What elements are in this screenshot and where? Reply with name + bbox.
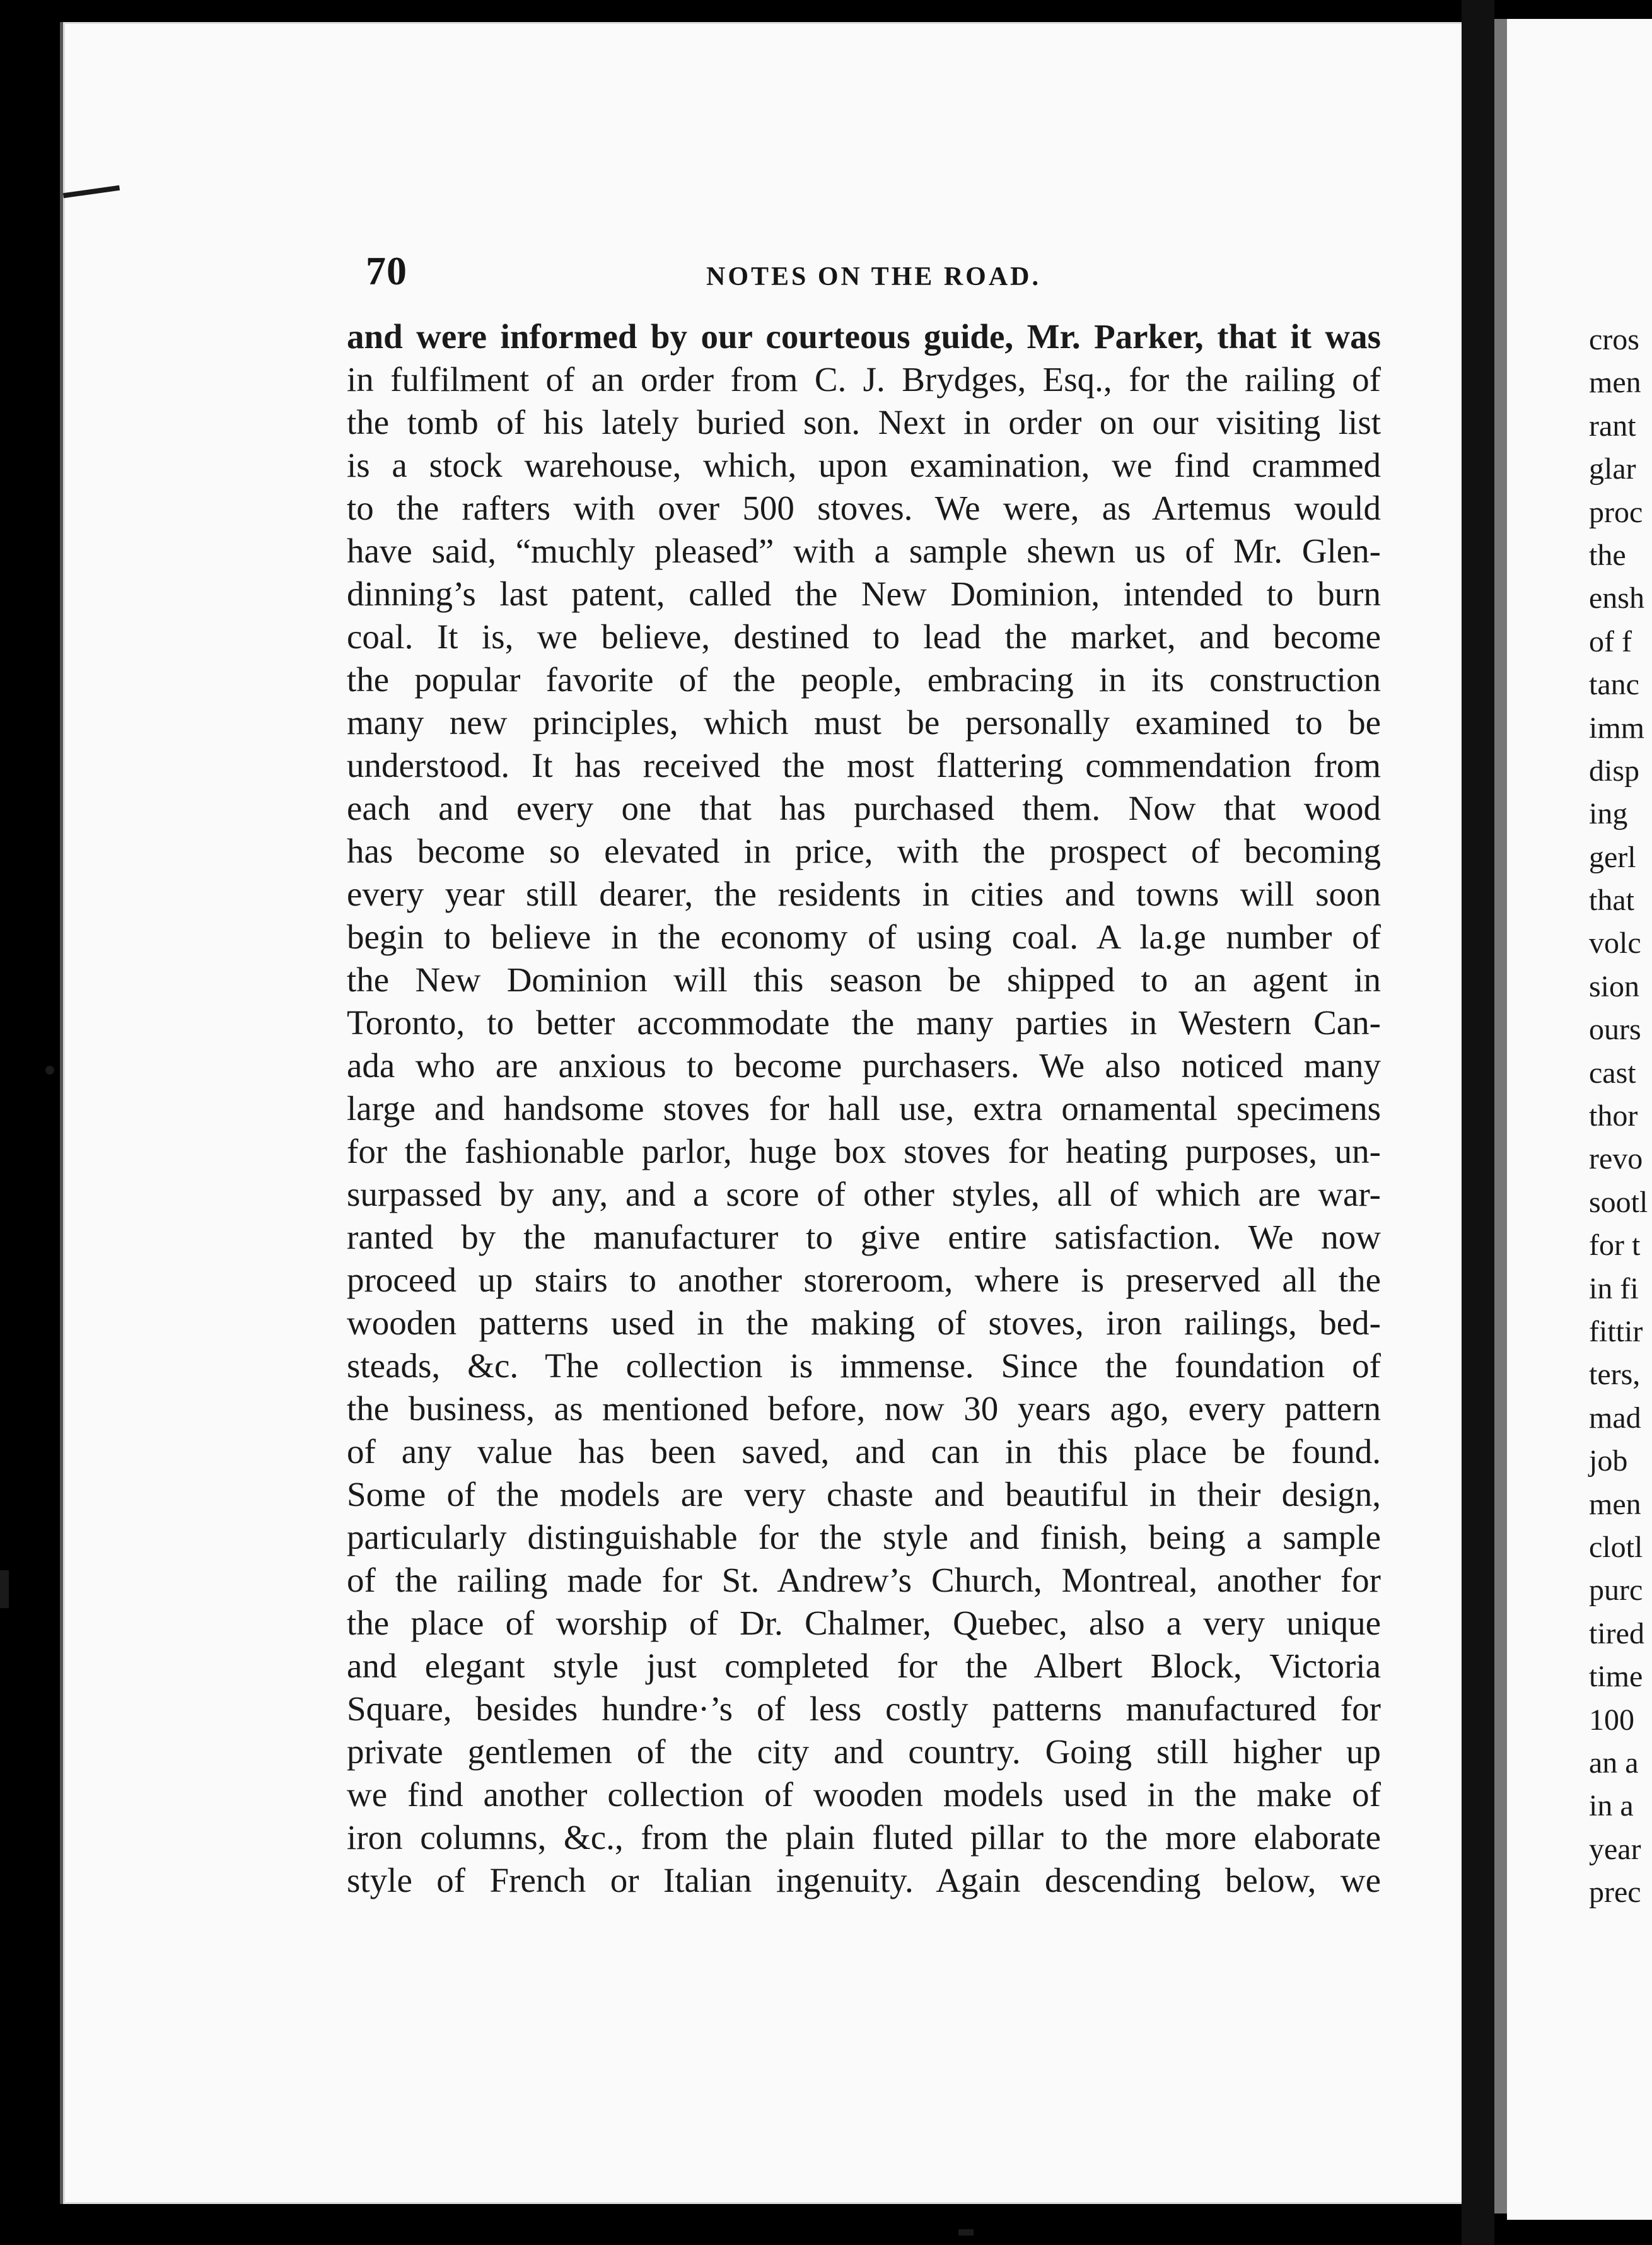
text-line: many new principles, which must be personally examined to be [347,703,1381,742]
text-line: iron columns, &c., from the plain fluted pillar to the more elaborate [347,1818,1381,1857]
text-line-fragment: men [1589,1487,1641,1521]
text-line: the New Dominion will this season be shipped to an agent in [347,960,1381,999]
text-line: large and handsome stoves for hall use, extra ornamental specimens [347,1089,1381,1128]
scan-mark [45,1066,54,1075]
text-line-fragment: cros [1589,323,1639,356]
text-line: is a stock warehouse, which, upon examination, we find crammed [347,446,1381,484]
text-line: the tomb of his lately buried son. Next in order on our visiting list [347,403,1381,441]
text-line: of the railing made for St. Andrew’s Church, Montreal, another for [347,1561,1381,1599]
text-line-fragment: men [1589,366,1641,400]
running-head: NOTES ON THE ROAD. [706,262,1041,291]
text-line-fragment: clotl [1589,1530,1643,1564]
scan-mark [958,2229,974,2236]
text-line: every year still dearer, the residents in cities and towns will soon [347,875,1381,913]
text-line-fragment: of f [1589,624,1632,658]
text-line-fragment: mad [1589,1401,1641,1435]
text-line-fragment: revo [1589,1142,1643,1176]
text-line: Some of the models are very chaste and beautiful in their design, [347,1475,1381,1513]
text-line: understood. It has received the most flattering commendation from [347,746,1381,784]
text-line-fragment: fittir [1589,1314,1643,1348]
text-line-fragment: year [1589,1832,1641,1866]
text-line-fragment: proc [1589,495,1643,529]
text-line: the business, as mentioned before, now 30 years ago, every pattern [347,1389,1381,1428]
text-line: to the rafters with over 500 stoves. We were, as Artemus would [347,489,1381,527]
text-line-fragment: in a [1589,1789,1634,1823]
text-line: surpassed by any, and a score of other styles, all of which are war- [347,1175,1381,1213]
text-line: proceed up stairs to another storeroom, where is preserved all the [347,1261,1381,1299]
text-line: and elegant style just completed for the Albert Block, Victoria [347,1647,1381,1685]
text-line: for the fashionable parlor, huge box stoves for heating purposes, un- [347,1132,1381,1170]
text-line: in fulfilment of an order from C. J. Brydges, Esq., for the railing of [347,360,1381,399]
text-line-fragment: thor [1589,1099,1638,1133]
text-line: ada who are anxious to become purchasers. We also noticed many [347,1046,1381,1085]
text-line-fragment: ensh [1589,581,1644,615]
body-text [347,315,1381,1902]
text-line: each and every one that has purchased them. Now that wood [347,789,1381,827]
text-line: we find another collection of wooden models used in the make of [347,1775,1381,1814]
text-line: wooden patterns used in the making of stoves, iron railings, bed- [347,1303,1381,1342]
text-line-fragment: the [1589,538,1626,572]
text-line-fragment: purc [1589,1573,1643,1607]
text-line: begin to believe in the economy of using coal. A la.ge number of [347,918,1381,956]
text-line: Square, besides hundre·’s of less costly patterns manufactured for [347,1689,1381,1728]
book-gutter [1462,0,1494,2245]
scan-mark [0,1570,9,1608]
text-line-fragment: 100 [1589,1703,1634,1737]
text-line: ranted by the manufacturer to give entire satisfaction. We now [347,1218,1381,1256]
text-line-fragment: sion [1589,969,1640,1003]
text-line: dinning’s last patent, called the New Dominion, intended to burn [347,574,1381,613]
text-line: particularly distinguishable for the style and finish, being a sample [347,1518,1381,1556]
text-line-fragment: ters, [1589,1358,1641,1392]
text-line: style of French or Italian ingenuity. Again descending below, we [347,1861,1381,1899]
text-line-fragment: gerl [1589,840,1636,874]
text-line: coal. It is, we believe, destined to lead the market, and become [347,617,1381,656]
text-line-fragment: tired [1589,1616,1644,1650]
text-line: have said, “muchly pleased” with a sample shewn us of Mr. Glen- [347,532,1381,570]
text-line: the popular favorite of the people, embracing in its construction [347,660,1381,699]
text-line-fragment: volc [1589,926,1641,960]
text-line-fragment: time [1589,1660,1643,1694]
text-line-fragment: disp [1589,754,1640,788]
text-line-fragment: job [1589,1444,1628,1478]
text-line-fragment: for t [1589,1228,1641,1262]
text-line-fragment: that [1589,883,1634,918]
text-line-fragment: ing [1589,797,1628,831]
text-line: and were informed by our courteous guide, Mr. Parker, that it was [347,317,1381,356]
text-line: private gentlemen of the city and country. Going still higher up [347,1732,1381,1771]
text-line-fragment: cast [1589,1056,1636,1090]
text-line: steads, &c. The collection is immense. Since the foundation of [347,1346,1381,1385]
text-line-fragment: an a [1589,1746,1639,1780]
text-line-fragment: prec [1589,1875,1641,1910]
page-header [366,248,1375,298]
text-line: of any value has been saved, and can in this place be found. [347,1432,1381,1471]
page-number: 70 [366,248,407,293]
text-line-fragment: sootl [1589,1185,1648,1219]
text-line-fragment: tanc [1589,668,1639,702]
text-line-fragment: rant [1589,409,1636,443]
text-line-fragment: glar [1589,452,1636,486]
right-page-text [1589,318,1648,1914]
text-line: has become so elevated in price, with the prospect of becoming [347,832,1381,870]
text-line: the place of worship of Dr. Chalmer, Quebec, also a very unique [347,1604,1381,1642]
text-line: Toronto, to better accommodate the many parties in Western Can- [347,1003,1381,1042]
text-line-fragment: imm [1589,711,1645,745]
text-line-fragment: in fi [1589,1271,1639,1305]
text-line-fragment: ours [1589,1013,1641,1047]
